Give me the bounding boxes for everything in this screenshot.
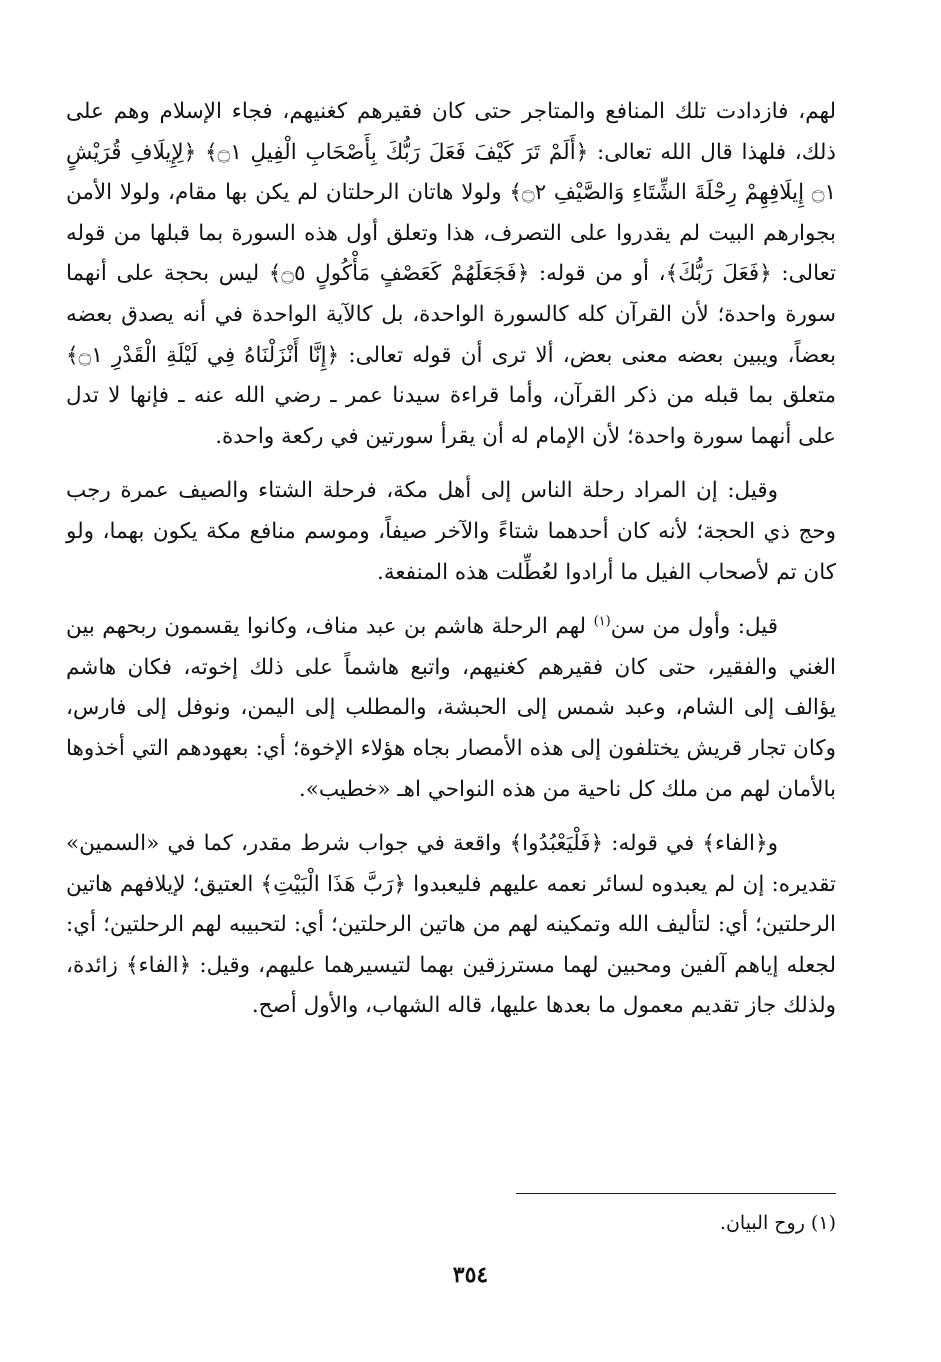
page-body [66,92,836,1041]
paragraph-2: وقيل: إن المراد رحلة الناس إلى أهل مكة، فرحلة الشتاء والصيف عمرة رجب وحج ذي الحجة؛ لأنه كان أحدهما شتاءً والآخر صيفاً، وموسم منافع مكة يكون بهما، ولو كان تم لأصحاب الفيل ما أرادوا لعُطِّلت هذه المنفعة. [66,478,836,585]
paragraph-3 [66,607,836,810]
footnote-divider [516,1193,836,1194]
footnote: (١) روح البيان. [719,1212,836,1234]
paragraph-4: و﴿الفاء﴾ في قوله: ﴿فَلْيَعْبُدُوا﴾ واقعة في جواب شرط مقدر، كما في «السمين» تقديره: إن لم يعبدوه لسائر نعمه عليهم فليعبدوا ﴿رَبَّ هَذَا الْبَيْتِ﴾ العتيق؛ لإيلافهم هاتين الرحلتين؛ أي: لتأليف الله وتمكينه لهم من هاتين الرحلتين؛ أي: لتحبيبه لهم الرحلتين؛ أي: لجعله إياهم آلفين ومحبين لهما مسترزقين بهما لتيسيرهما عليهم، وقيل: ﴿الفاء﴾ زائدة، ولذلك جاز تقديم معمول ما بعدها عليها، قاله الشهاب، والأول أصح. [66,831,836,1019]
page-number: ٣٥٤ [452,1262,489,1288]
paragraph-3-start: قيل: وأول من سن [610,614,779,640]
paragraph-1: لهم، فازدادت تلك المنافع والمتاجر حتى كان فقيرهم كغنيهم، فجاء الإسلام وهم على ذلك، فلهذا قال الله تعالى: ﴿أَلَمْ تَرَ كَيْفَ فَعَلَ رَبُّكَ بِأَصْحَابِ الْفِيلِ ۝١﴾ ﴿لِإِيلَافِ قُرَيْشٍ ۝١ إِيلَافِهِمْ رِحْلَةَ الشِّتَاءِ وَالصَّيْفِ ۝٢﴾ ولولا هاتان الرحلتان لم يكن بها مقام، ولولا الأمن بجوارهم البيت لم يقدروا على التصرف، هذا وتعلق أول هذه السورة بما قبلها من قوله تعالى: ﴿فَعَلَ رَبُّكَ﴾، أو من قوله: ﴿فَجَعَلَهُمْ كَعَصْفٍ مَأْكُولٍ ۝٥﴾ ليس بحجة على أنهما سورة واحدة؛ لأن القرآن كله كالسورة الواحدة، بل كالآية الواحدة في أنه يصدق بعضه بعضاً، ويبين بعضه معنى بعض، ألا ترى أن قوله تعالى: ﴿إِنَّا أَنْزَلْنَاهُ فِي لَيْلَةِ الْقَدْرِ ۝١﴾ متعلق بما قبله من ذكر القرآن، وأما قراءة سيدنا عمر ـ رضي الله عنه ـ فإنها لا تدل على أنهما سورة واحدة؛ لأن الإمام له أن يقرأ سورتين في ركعة واحدة. [66,99,836,449]
footnote-marker[interactable]: (١) [593,613,611,629]
paragraph-3-rest: لهم الرحلة هاشم بن عبد مناف، وكانوا يقسمون ربحهم بين الغني والفقير، حتى كان فقيرهم كغنيهم، واتبع هاشماً على ذلك إخوته، فكان هاشم يؤالف إلى الشام، وعبد شمس إلى الحبشة، والمطلب إلى اليمن، ونوفل إلى فارس، وكان تجار قريش يختلفون إلى هذه الأمصار بجاه هؤلاء الإخوة؛ أي: بعهودهم التي أخذوها بالأمان لهم من ملك كل ناحية من هذه النواحي اهـ «خطيب». [66,614,836,802]
